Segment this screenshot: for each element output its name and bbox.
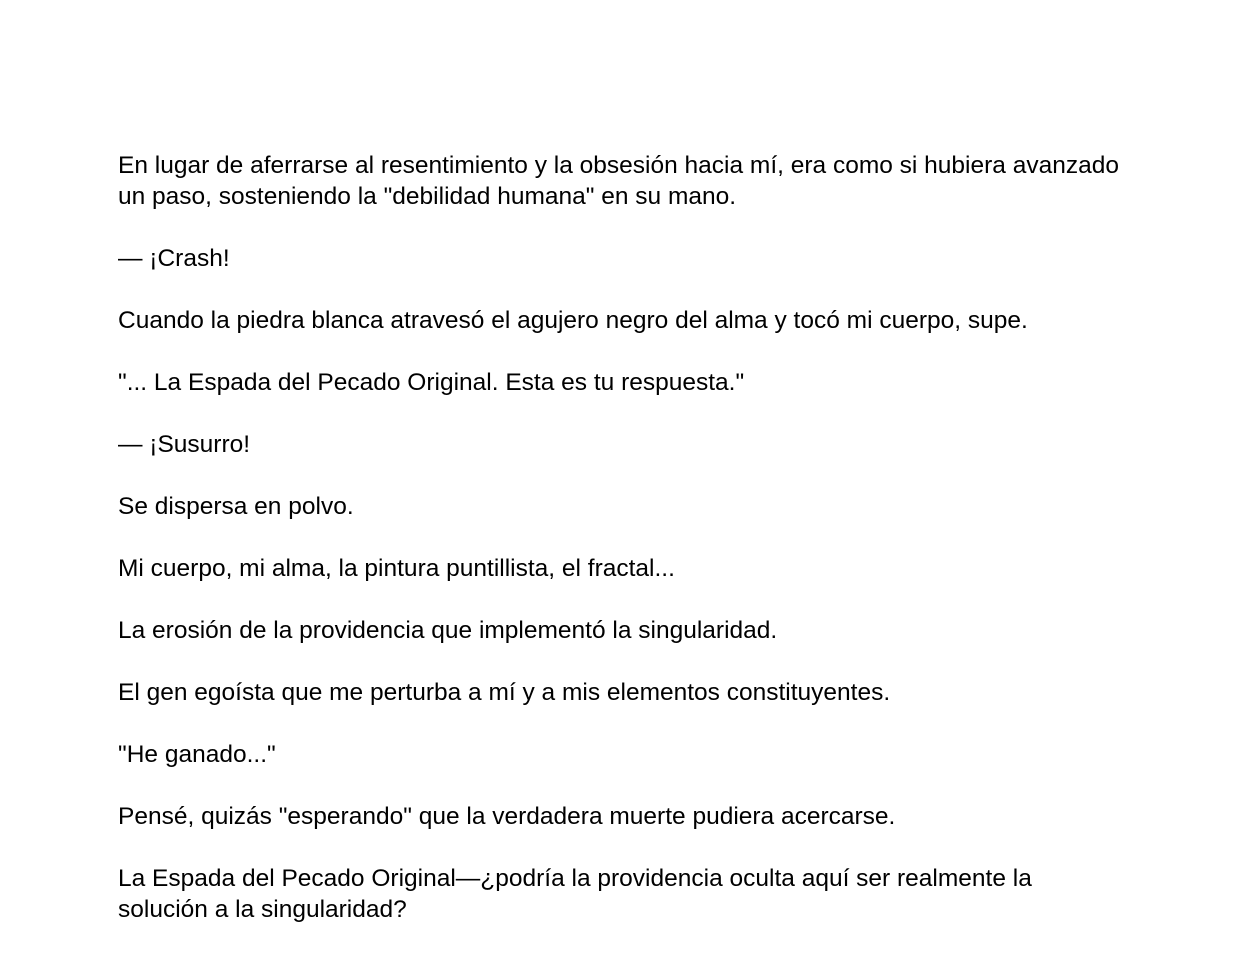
- paragraph: — ¡Susurro!: [118, 431, 251, 458]
- paragraph: Mi cuerpo, mi alma, la pintura puntillista, el fractal...: [118, 555, 675, 582]
- paragraph: "He ganado...": [118, 741, 276, 768]
- paragraph: Cuando la piedra blanca atravesó el agujero negro del alma y tocó mi cuerpo, supe.: [118, 307, 1028, 334]
- document-body: [118, 150, 1128, 956]
- paragraph: La erosión de la providencia que implementó la singularidad.: [118, 617, 778, 644]
- paragraph: "... La Espada del Pecado Original. Esta es tu respuesta.": [118, 369, 745, 396]
- paragraph: En lugar de aferrarse al resentimiento y la obsesión hacia mí, era como si hubiera avanzado un paso, sosteniendo la "debilidad humana" en su mano.: [118, 152, 1119, 210]
- paragraph: — ¡Crash!: [118, 245, 230, 272]
- paragraph: Se dispersa en polvo.: [118, 493, 354, 520]
- paragraph: Pensé, quizás "esperando" que la verdadera muerte pudiera acercarse.: [118, 803, 896, 830]
- paragraph: El gen egoísta que me perturba a mí y a mis elementos constituyentes.: [118, 679, 891, 706]
- paragraph: La Espada del Pecado Original—¿podría la providencia oculta aquí ser realmente la solución a la singularidad?: [118, 865, 1032, 923]
